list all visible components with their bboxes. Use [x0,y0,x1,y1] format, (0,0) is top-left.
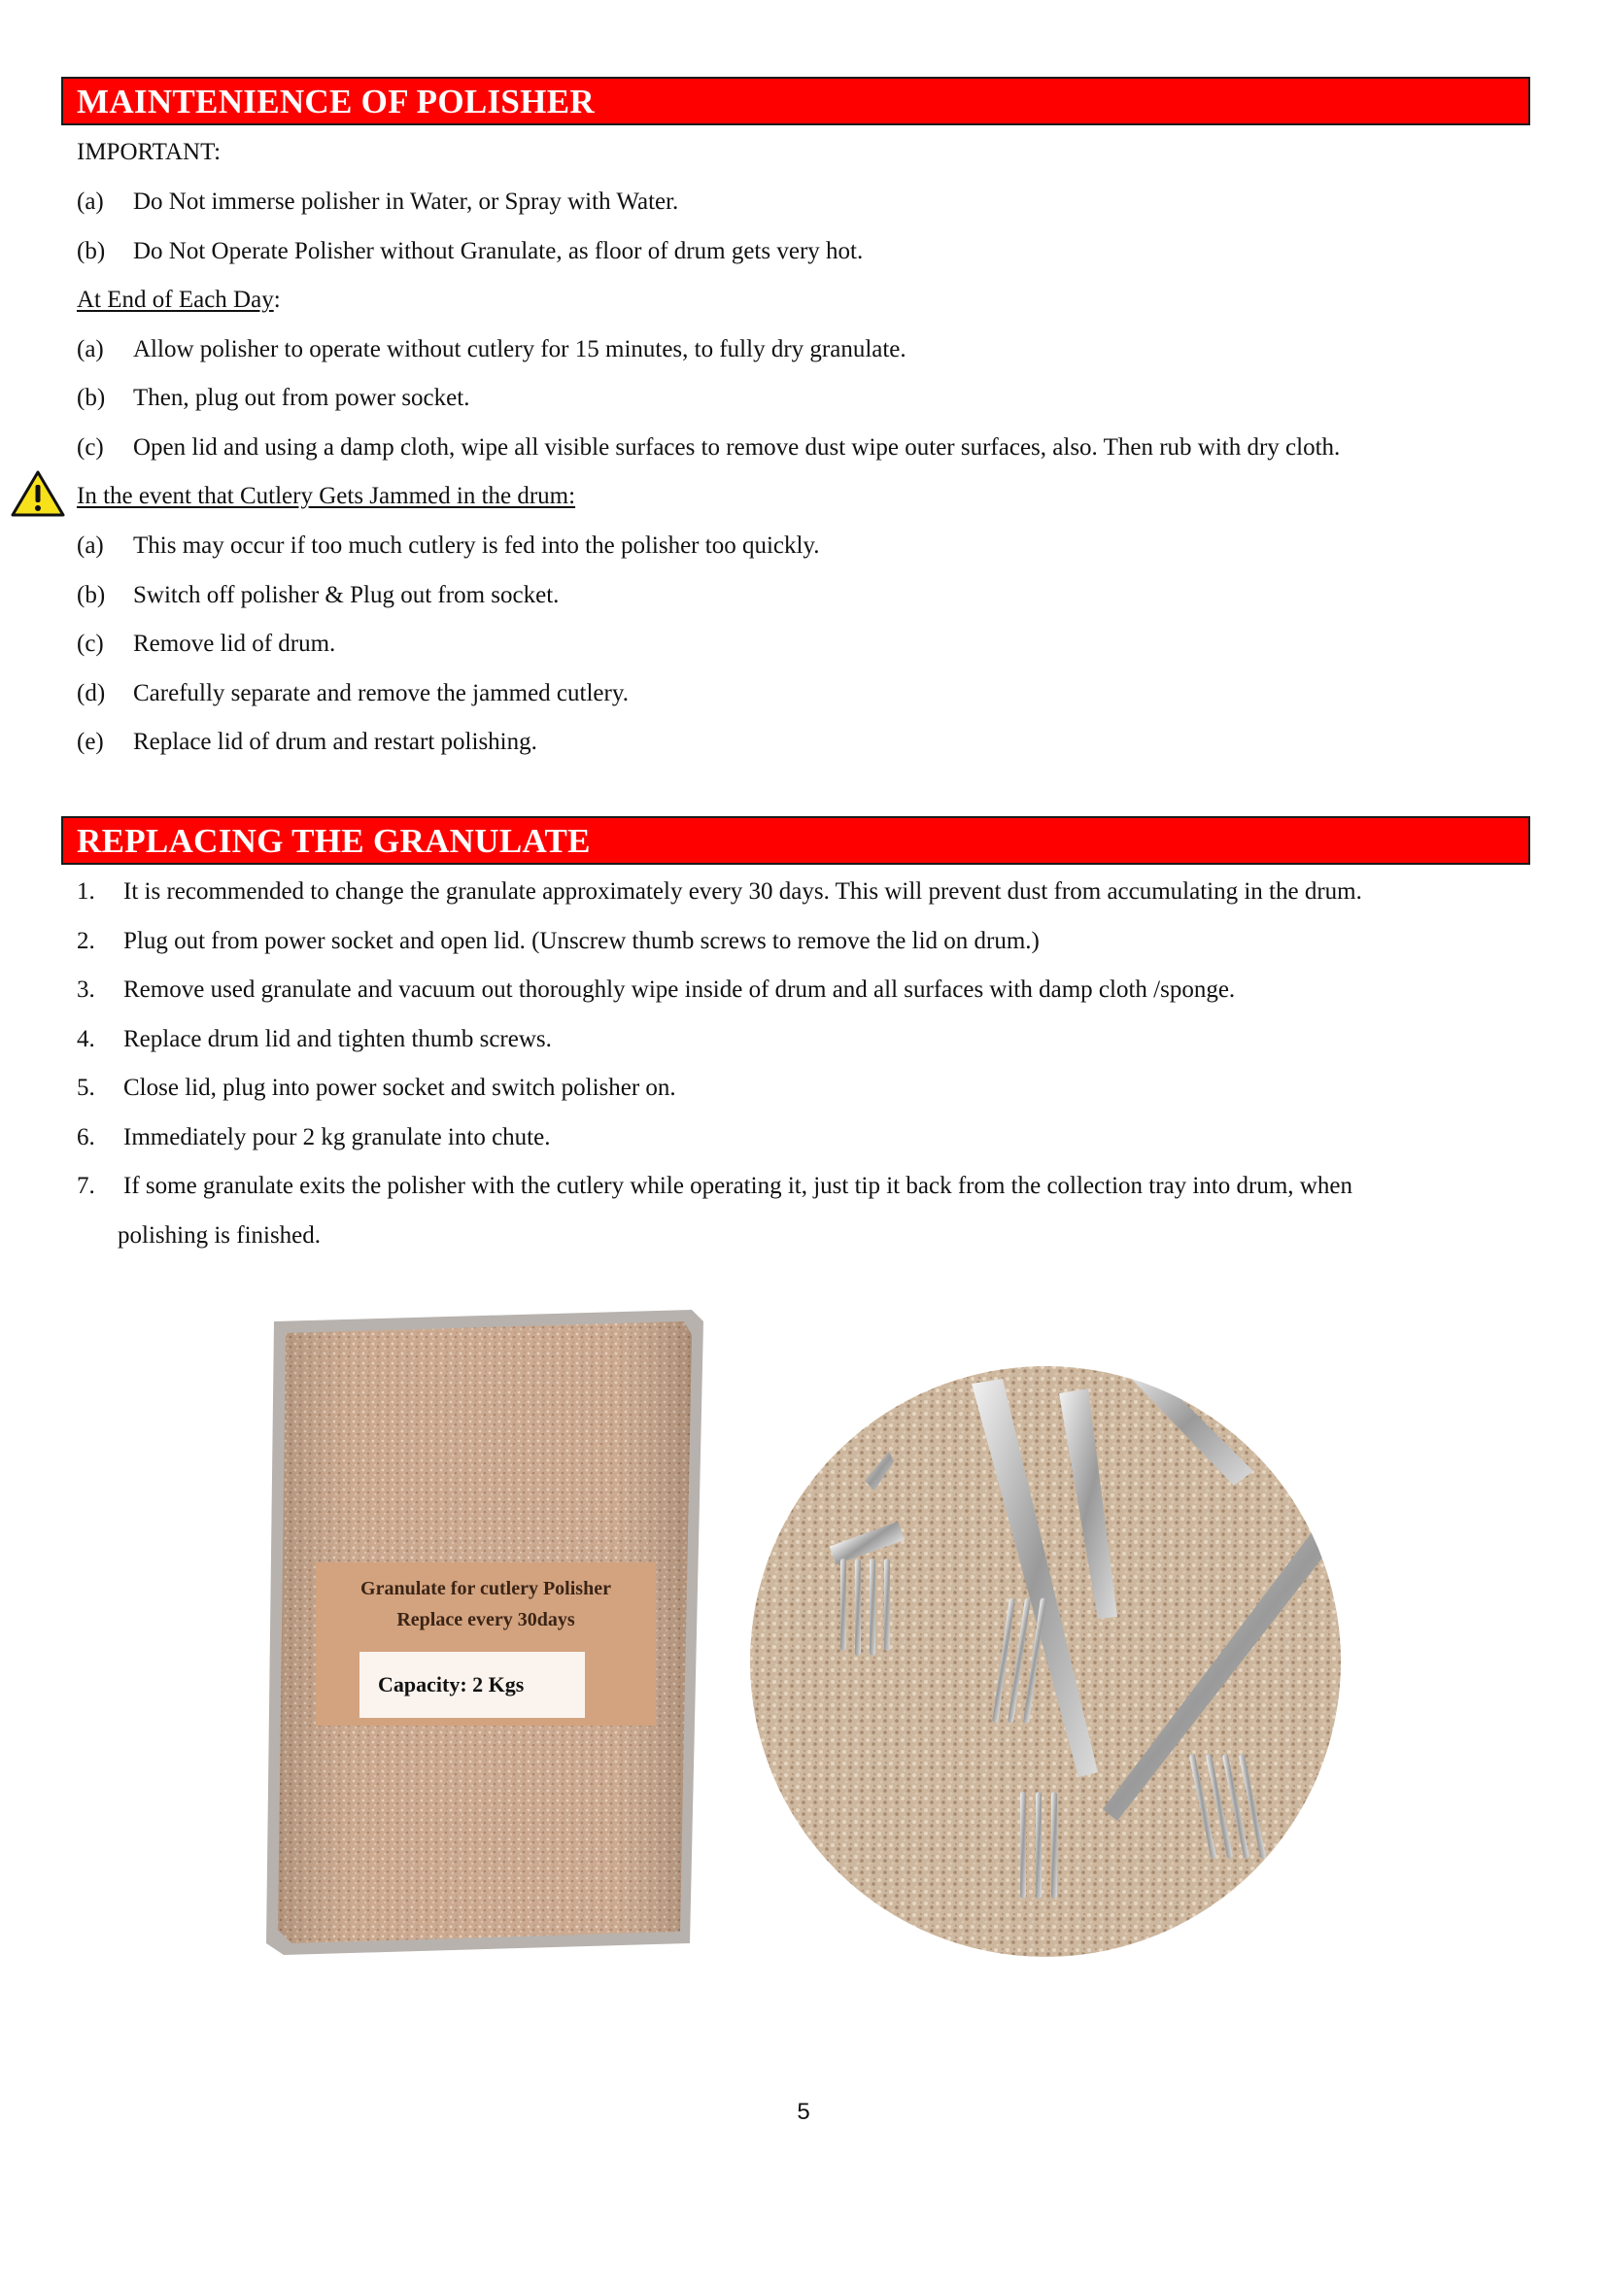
page-number: 5 [797,2099,810,2125]
step-3 [77,976,1235,1005]
step-marker: 5. [77,1075,95,1101]
end-of-day-colon: : [273,287,281,313]
step-4 [77,1025,552,1054]
step-2 [77,927,1040,956]
end-of-day-item-a [77,335,906,364]
item-marker: (d) [77,680,106,706]
item-text: Switch off polisher & Plug out from socket. [133,582,560,608]
jam-item-d [77,679,629,708]
end-of-day-heading [77,286,281,315]
maintenance-section-title: MAINTENIENCE OF POLISHER [61,77,1530,125]
important-item-a [77,188,678,217]
jam-item-b [77,581,559,610]
step-marker: 2. [77,928,95,954]
item-marker: (c) [77,434,104,461]
step-7-continuation: polishing is finished. [118,1222,322,1249]
item-marker: (a) [77,336,104,362]
step-text: Immediately pour 2 kg granulate into chute. [123,1124,551,1150]
important-item-b [77,237,863,266]
step-7 [77,1172,1352,1201]
bag-label-title: Granulate for cutlery Polisher [360,1578,611,1599]
bag-label [316,1562,656,1726]
item-text: Replace lid of drum and restart polishing. [133,729,537,755]
capacity-box [359,1652,585,1718]
item-text: Carefully separate and remove the jammed cutlery. [133,680,629,706]
step-marker: 4. [77,1026,95,1052]
item-text: Remove lid of drum. [133,631,336,657]
jam-item-a [77,531,820,561]
jam-item-e [77,728,537,757]
step-text: It is recommended to change the granulate approximately every 30 days. This will prevent dust from accumulating in the drum. [123,878,1362,905]
bag-label-replace-note: Replace every 30days [396,1609,575,1630]
item-text: This may occur if too much cutlery is fed into the polisher too quickly. [133,532,820,559]
step-text: Replace drum lid and tighten thumb screws. [123,1026,552,1052]
cutlery-in-granulate-image [748,1364,1343,1959]
item-marker: (e) [77,729,104,755]
item-marker: (b) [77,238,106,264]
end-of-day-item-b [77,384,469,413]
item-marker: (b) [77,385,106,411]
jam-item-c [77,630,335,659]
item-text: Do Not Operate Polisher without Granulate, as floor of drum gets very hot. [133,238,864,264]
step-marker: 1. [77,878,95,905]
step-1 [77,877,1362,907]
end-of-day-item-c [77,433,1340,463]
item-marker: (a) [77,532,104,559]
item-marker: (a) [77,188,104,215]
end-of-day-label: At End of Each Day [77,287,274,313]
item-text: Allow polisher to operate without cutlery for 15 minutes, to fully dry granulate. [133,336,906,362]
step-text: Plug out from power socket and open lid. (Unscrew thumb screws to remove the lid on drum.) [123,928,1040,954]
item-text: Do Not immerse polisher in Water, or Spray with Water. [133,188,679,215]
warning-triangle-icon [10,469,66,518]
step-text: Remove used granulate and vacuum out thoroughly wipe inside of drum and all surfaces with damp cloth /sponge. [123,977,1236,1003]
step-marker: 3. [77,977,95,1003]
step-marker: 7. [77,1173,95,1199]
step-text: If some granulate exits the polisher with the cutlery while operating it, just tip it back from the collection tray into drum, when [123,1173,1352,1199]
replacing-section-title: REPLACING THE GRANULATE [61,816,1530,865]
step-marker: 6. [77,1124,95,1150]
item-text: Open lid and using a damp cloth, wipe all visible surfaces to remove dust wipe outer surfaces, also. Then rub with dry cloth. [133,434,1341,461]
item-marker: (b) [77,582,106,608]
step-text: Close lid, plug into power socket and switch polisher on. [123,1075,676,1101]
item-marker: (c) [77,631,104,657]
item-text: Then, plug out from power socket. [133,385,470,411]
important-label: IMPORTANT: [77,139,222,165]
step-5 [77,1074,676,1103]
capacity-text: Capacity: 2 Kgs [378,1672,525,1696]
step-6 [77,1123,550,1152]
jammed-heading: In the event that Cutlery Gets Jammed in the drum: [77,483,576,509]
